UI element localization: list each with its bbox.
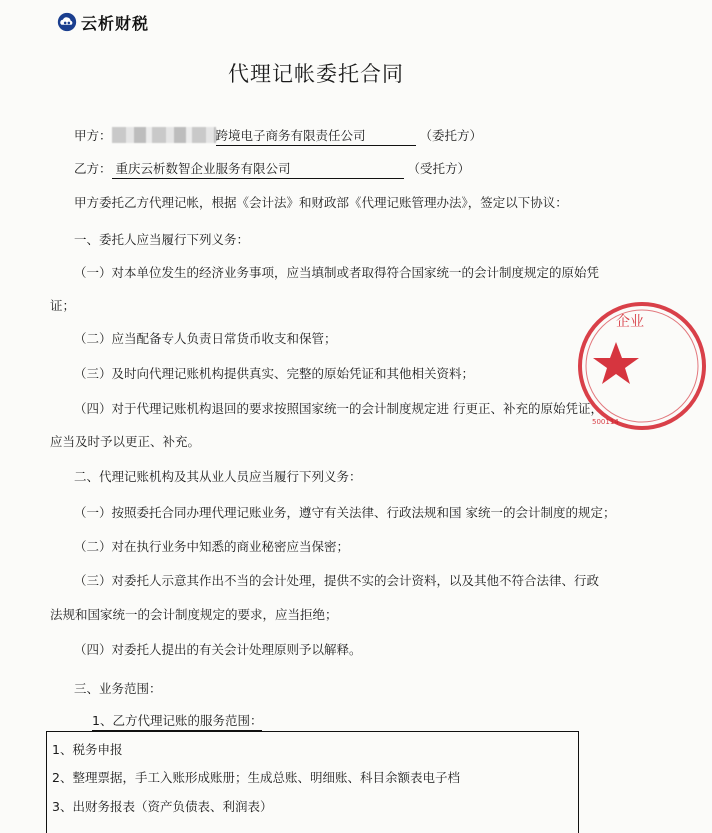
party-b-name-field	[112, 159, 404, 179]
service-item: 3、出财务报表（资产负债表、利润表）	[52, 799, 273, 814]
section1-item: 证；	[50, 298, 76, 313]
section2-item: （一）按照委托合同办理代理记账业务，遵守有关法律、行政法规和国 家统一的会计制度的规定；	[74, 505, 616, 520]
party-a-role: （委托方）	[419, 128, 483, 143]
section1-item: （三）及时向代理记账机构提供真实、完整的原始凭证和其他相关资料；	[74, 366, 475, 381]
party-b-label: 乙方：	[74, 161, 112, 176]
section3-subheading-text: 1、乙方代理记账的服务范围：	[92, 711, 262, 731]
party-a-line	[74, 126, 482, 146]
party-a-name-field	[216, 126, 416, 146]
section1-item: （四）对于代理记账机构退回的要求按照国家统一的会计制度规定进 行更正、补充的原始凭证，	[74, 401, 603, 416]
section2-heading: 二、代理记账机构及其从业人员应当履行下列义务：	[74, 469, 362, 484]
redacted-name	[112, 127, 216, 143]
section1-item: 应当及时予以更正、补充。	[50, 434, 201, 449]
party-b-name: 重庆云析数智企业服务有限公司	[115, 161, 291, 176]
document-title: 代理记帐委托合同	[228, 62, 404, 86]
service-item: 1、税务申报	[52, 742, 123, 757]
section3-subheading	[92, 711, 262, 731]
section2-item: （二）对在执行业务中知悉的商业秘密应当保密；	[74, 539, 350, 554]
section2-item: （四）对委托人提出的有关会计处理原则予以解释。	[74, 642, 362, 657]
intro-text: 甲方委托乙方代理记帐，根据《会计法》和财政部《代理记账管理办法》，签定以下协议：	[74, 195, 568, 210]
stamp-number: 500114	[592, 418, 619, 426]
section2-item: 法规和国家统一的会计制度规定的要求，应当拒绝；	[50, 607, 338, 622]
party-a-name: 跨境电子商务有限责任公司	[215, 128, 366, 143]
seal-star-icon	[593, 342, 639, 384]
section3-heading: 三、业务范围：	[74, 681, 162, 696]
service-item: 2、整理票据，手工入账形成账册；生成总账、明细账、科目余额表电子档	[52, 770, 460, 785]
brand-name: 云析财税	[81, 13, 150, 33]
section1-item: （二）应当配备专人负责日常货币收支和保管；	[74, 331, 337, 346]
party-b-role: （受托方）	[407, 161, 471, 176]
stamp-text: 企业	[616, 314, 644, 330]
party-a-label: 甲方：	[74, 128, 112, 143]
section1-item: （一）对本单位发生的经济业务事项，应当填制或者取得符合国家统一的会计制度规定的原始凭	[74, 265, 600, 280]
cloud-logo-icon	[56, 11, 78, 33]
party-b-line	[74, 159, 470, 179]
company-seal-stamp	[572, 296, 712, 436]
brand-logo	[56, 10, 149, 34]
section1-heading: 一、委托人应当履行下列义务：	[74, 232, 250, 247]
section2-item: （三）对委托人示意其作出不当的会计处理，提供不实的会计资料，以及其他不符合法律、行政	[74, 573, 600, 588]
